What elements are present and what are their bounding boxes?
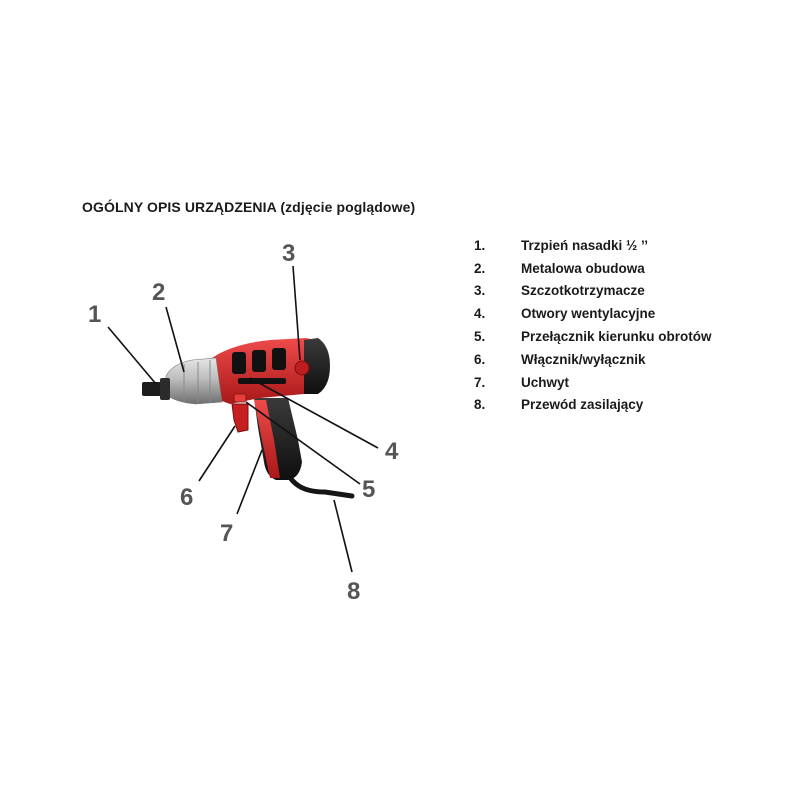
legend-item bbox=[474, 302, 712, 325]
legend-item-label: Przełącznik kierunku obrotów bbox=[521, 329, 712, 345]
vent-panel bbox=[272, 348, 286, 370]
vent-panel bbox=[232, 352, 246, 374]
callout-number-5: 5 bbox=[362, 476, 376, 503]
direction-switch bbox=[234, 394, 246, 402]
parts-legend bbox=[474, 234, 712, 416]
legend-item-label: Uchwyt bbox=[521, 374, 570, 390]
legend-item bbox=[474, 371, 712, 394]
page-title: OGÓLNY OPIS URZĄDZENIA (zdjęcie poglądowe) bbox=[82, 199, 416, 215]
legend-item-label: Szczotkotrzymacze bbox=[521, 283, 645, 299]
callout-line-7 bbox=[237, 450, 262, 514]
callout-line-2 bbox=[166, 307, 184, 372]
legend-item-number: 2. bbox=[474, 260, 486, 276]
callout-number-1: 1 bbox=[88, 301, 102, 328]
legend-item-label: Otwory wentylacyjne bbox=[521, 306, 656, 322]
legend-item bbox=[474, 257, 712, 280]
vent-slot bbox=[238, 378, 286, 384]
legend-item-label: Metalowa obudowa bbox=[521, 260, 645, 276]
legend-item bbox=[474, 394, 712, 417]
callout-number-8: 8 bbox=[347, 578, 361, 605]
legend-item bbox=[474, 234, 712, 257]
legend-item bbox=[474, 280, 712, 303]
legend-item-number: 8. bbox=[474, 397, 486, 413]
legend-item-label: Przewód zasilający bbox=[521, 397, 644, 413]
legend-item-number: 3. bbox=[474, 283, 486, 299]
callout-number-4: 4 bbox=[385, 438, 399, 465]
legend-item-label: Trzpień nasadki ½ ’’ bbox=[521, 237, 649, 253]
brush-holder-cap bbox=[295, 361, 309, 375]
legend-item-label: Włącznik/wyłącznik bbox=[521, 351, 646, 367]
anvil-collar bbox=[160, 378, 170, 400]
callout-line-6 bbox=[199, 426, 235, 481]
legend-item-number: 6. bbox=[474, 351, 486, 367]
callout-number-2: 2 bbox=[152, 279, 166, 306]
callout-number-6: 6 bbox=[180, 484, 194, 511]
callout-number-3: 3 bbox=[282, 240, 296, 267]
legend-item bbox=[474, 325, 712, 348]
callout-line-8 bbox=[334, 500, 352, 572]
legend-item-number: 5. bbox=[474, 329, 486, 345]
legend-item-number: 7. bbox=[474, 374, 486, 390]
callout-line-1 bbox=[108, 327, 156, 384]
legend-item bbox=[474, 348, 712, 371]
callout-number-7: 7 bbox=[220, 520, 234, 547]
metal-housing bbox=[166, 358, 222, 404]
vent-panel bbox=[252, 350, 266, 372]
legend-item-number: 1. bbox=[474, 237, 486, 253]
legend-item-number: 4. bbox=[474, 306, 486, 322]
